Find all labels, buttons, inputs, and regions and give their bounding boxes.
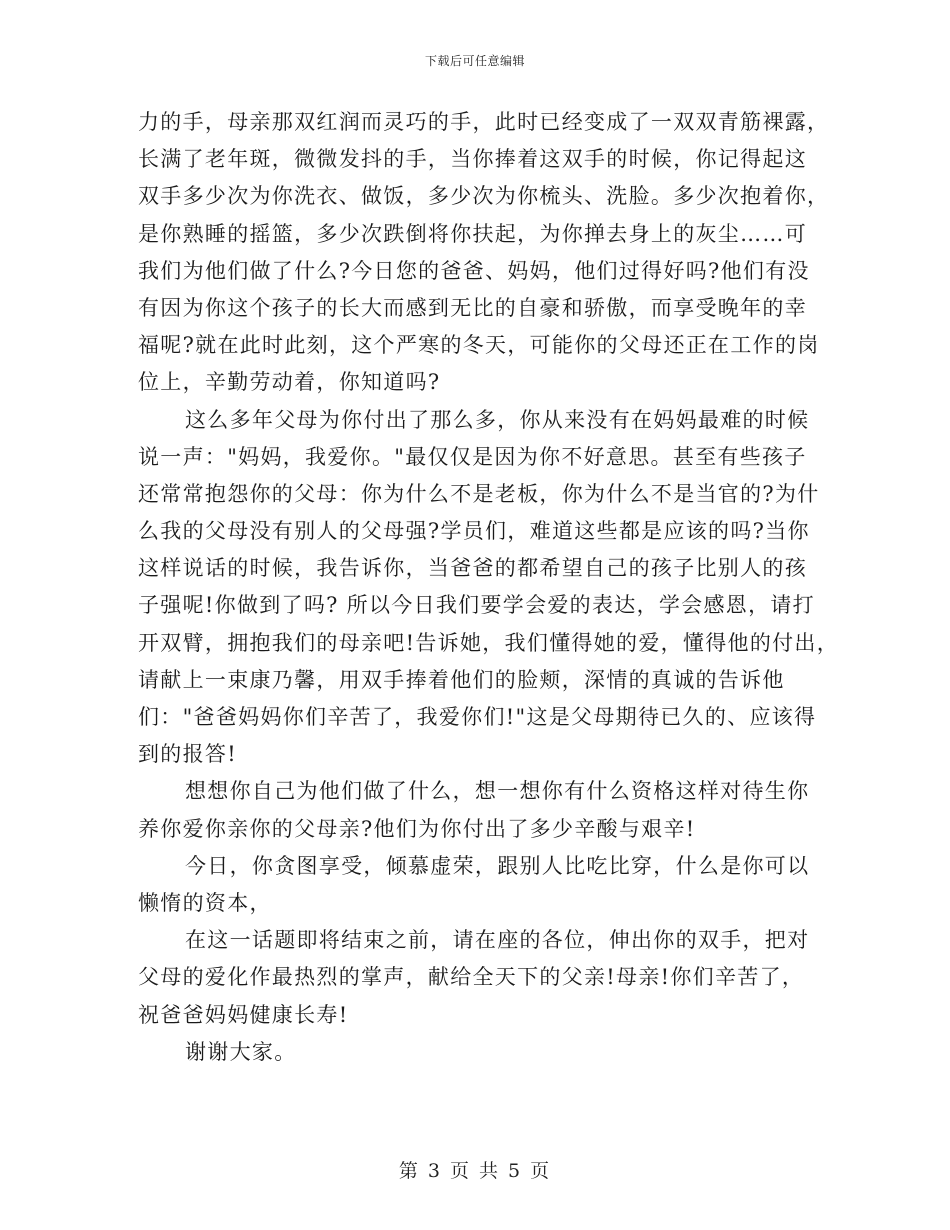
text-line: 养你爱你亲你的父母亲?他们为你付出了多少辛酸与艰辛! <box>138 816 696 841</box>
text-line: 祝爸爸妈妈健康长寿! <box>138 1002 349 1027</box>
text-line: 是你熟睡的摇篮，多少次跌倒将你扶起，为你掸去身上的灰尘……可 <box>138 221 807 246</box>
text-line: 有因为你这个孩子的长大而感到无比的自豪和骄傲，而享受晚年的幸 <box>138 295 807 320</box>
page-header: 下载后可任意编辑 <box>424 54 525 68</box>
text-line: 在这一话题即将结束之前，请在座的各位，伸出你的双手，把对 <box>185 928 810 953</box>
text-line: 福呢?就在此时此刻，这个严寒的冬天，可能你的父母还正在工作的岗 <box>138 333 820 358</box>
text-line: 开双臂，拥抱我们的母亲吧!告诉她，我们懂得她的爱，懂得他的付出， <box>138 630 840 655</box>
text-line: 谢谢大家。 <box>185 1039 297 1064</box>
text-line: 今日，你贪图享受，倾慕虚荣，跟别人比吃比穿，什么是你可以 <box>185 853 810 878</box>
text-line: 双手多少次为你洗衣、做饭，多少次为你梳头、洗脸。多少次抱着你， <box>138 184 830 209</box>
text-line: 们："爸爸妈妈你们辛苦了，我爱你们!"这是父母期待已久的、应该得 <box>138 705 817 729</box>
page-footer: 第 3 页 共 5 页 <box>398 1160 552 1182</box>
text-line: 还常常抱怨你的父母：你为什么不是老板，你为什么不是当官的?为什 <box>138 481 820 506</box>
text-line: 么我的父母没有别人的父母强?学员们，难道这些都是应该的吗?当你 <box>138 519 810 544</box>
text-line: 力的手，母亲那双红润而灵巧的手，此时已经变成了一双双青筋裸露， <box>138 110 830 134</box>
text-line: 这样说话的时候，我告诉你，当爸爸的都希望自己的孩子比别人的孩 <box>138 556 807 581</box>
body-text <box>138 104 840 1071</box>
text-line: 懒惰的资本， <box>138 890 272 915</box>
text-line: 子强呢!你做到了吗? 所以今日我们要学会爱的表达，学会感恩，请打 <box>138 593 815 618</box>
text-line: 请献上一束康乃馨，用双手捧着他们的脸颊，深情的真诚的告诉他 <box>138 667 785 692</box>
text-line: 想想你自己为他们做了什么，想一想你有什么资格这样对待生你 <box>185 779 810 804</box>
text-line: 到的报答! <box>138 742 237 767</box>
text-line: 位上，辛勤劳动着，你知道吗? <box>138 370 441 395</box>
text-line: 长满了老年斑，微微发抖的手，当你捧着这双手的时候，你记得起这 <box>138 147 807 172</box>
text-line: 我们为他们做了什么?今日您的爸爸、妈妈，他们过得好吗?他们有没 <box>138 258 810 283</box>
text-line: 父母的爱化作最热烈的掌声，献给全天下的父亲!母亲!你们辛苦了， <box>138 965 805 990</box>
text-line: 这么多年父母为你付出了那么多，你从来没有在妈妈最难的时候 <box>185 407 810 432</box>
text-line: 说一声："妈妈，我爱你。"最仅仅是因为你不好意思。甚至有些孩子 <box>138 444 807 469</box>
